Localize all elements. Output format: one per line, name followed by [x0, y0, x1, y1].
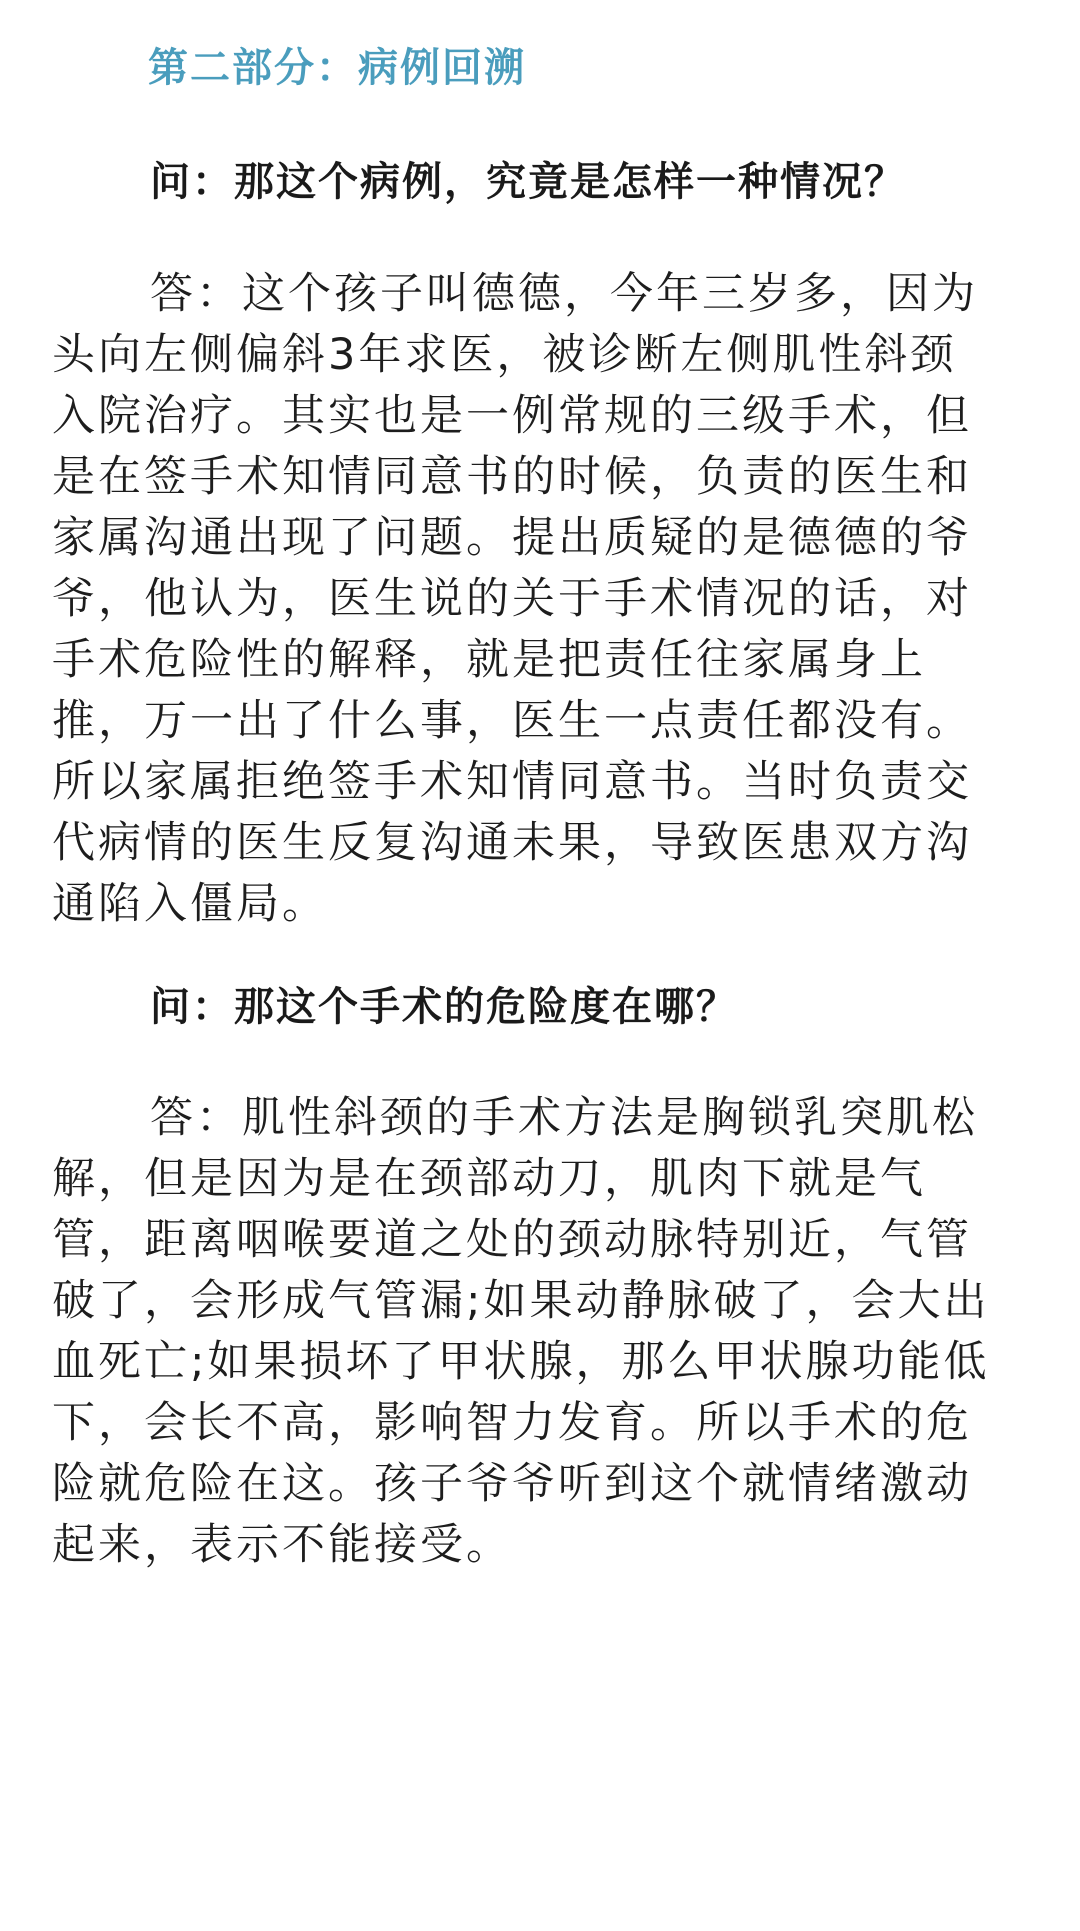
answer-line: 起来，表示不能接受。 — [52, 1520, 512, 1570]
section-title: 第二部分：病例回溯 — [148, 45, 526, 91]
answer-line: 破了，会形成气管漏;如果动静脉破了，会大出 — [52, 1276, 990, 1326]
answer-line: 通陷入僵局。 — [52, 879, 328, 929]
answer-2 — [52, 1088, 1042, 1576]
answer-line: 管，距离咽喉要道之处的颈动脉特别近，气管 — [52, 1215, 972, 1265]
answer-line: 血死亡;如果损坏了甲状腺，那么甲状腺功能低 — [52, 1337, 990, 1387]
answer-line: 答：这个孩子叫德德，今年三岁多，因为 — [150, 269, 978, 319]
answer-line: 手术危险性的解释，就是把责任往家属身上 — [52, 635, 926, 685]
answer-line: 险就危险在这。孩子爷爷听到这个就情绪激动 — [52, 1459, 972, 1509]
answer-line: 答：肌性斜颈的手术方法是胸锁乳突肌松 — [150, 1093, 978, 1143]
answer-line: 解，但是因为是在颈部动刀，肌肉下就是气 — [52, 1154, 926, 1204]
question-2: 问：那这个手术的危险度在哪？ — [150, 984, 738, 1030]
answer-line: 是在签手术知情同意书的时候，负责的医生和 — [52, 452, 972, 502]
answer-line: 入院治疗。其实也是一例常规的三级手术，但 — [52, 391, 972, 441]
answer-line: 代病情的医生反复沟通未果，导致医患双方沟 — [52, 818, 972, 868]
answer-line: 头向左侧偏斜3年求医，被诊断左侧肌性斜颈 — [52, 330, 957, 380]
question-1: 问：那这个病例，究竟是怎样一种情况？ — [150, 159, 906, 205]
answer-1 — [52, 264, 1042, 935]
answer-line: 所以家属拒绝签手术知情同意书。当时负责交 — [52, 757, 972, 807]
answer-line: 家属沟通出现了问题。提出质疑的是德德的爷 — [52, 513, 972, 563]
answer-line: 爷，他认为，医生说的关于手术情况的话，对 — [52, 574, 972, 624]
answer-line: 推，万一出了什么事，医生一点责任都没有。 — [52, 696, 972, 746]
answer-line: 下，会长不高，影响智力发育。所以手术的危 — [52, 1398, 972, 1448]
